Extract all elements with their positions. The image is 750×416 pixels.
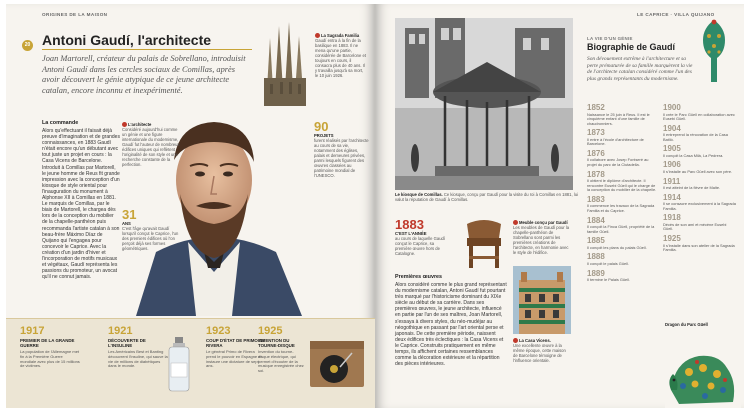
bio-year: 1905 (663, 144, 681, 154)
bio-text: Il se consacre exclusivement à la Sagrada Familia. (663, 201, 736, 211)
bio-text: Il entreprend la rénovation de la Casa Batlló. (663, 132, 728, 142)
bio-entry (663, 145, 737, 158)
page-title: Antoni Gaudí, l'architecte (42, 32, 212, 48)
timeline-text: Invention du tourne-disque électrique, qui permet d'écouter de la musique enregistrée chez soi. (258, 349, 304, 374)
bio-entry (587, 253, 657, 266)
bio-entry (587, 171, 657, 193)
timeline-title: PREMIER DE LA GRANDE GUERRE (20, 338, 75, 348)
sagrada-caption (315, 33, 367, 78)
projets-number: 90 (314, 119, 329, 134)
commande-text: Alors qu'effectuant il faisait déjà preuve d'imagination et de grandes connaissances, en 1883 Gaudí n'était encore qu'un débutant avec tout juste un projet en cours : la Casa Vicens de Barcelone. Introduit à Comillas par Martorell, le jeune homme de Reus fit grande impression avec la conception d'un kiosque de style oriental pour l'inauguration du monument à Alphonse XII à Comillas en 1881. Le marquis de Comillas, par le biais de Martorell, le chargea dès lors de la conception du mobilier de la chapelle-panthéon puis recommanda l'artiste catalan à son beau-frère Máximo Díaz de Quijano qui l'engagea pour concevoir le Caprice. Avec la création d'un jardin d'hiver et l'incorporation de motifs musicaux et végétaux, Gaudí représenta les passions du promoteur, un avocat qu'il ne connut jamais. (42, 128, 120, 281)
dragon-caption: Dragon du Parc Güell (665, 322, 708, 327)
sagrada-title: La Sagrada Familia (321, 33, 360, 38)
age-fact (122, 208, 182, 251)
timeline-year: 1925 (258, 325, 283, 337)
bio-year: 1888 (587, 252, 605, 262)
bio-text: Décès de son ami et mécène Eusebi Güell. (663, 221, 727, 232)
bio-intro: Son dévouement extrême à l'architecture et sa perte prématurée de sa famille marquèrent la vie de l'architecte catalan considéré comme l'un des plus grands représentants du modernisme. (587, 56, 693, 82)
bio-entry (587, 129, 657, 147)
timeline-item (258, 325, 304, 374)
bio-year: 1904 (663, 123, 681, 133)
bio-text: Il conçoit les plans du palais Güell. (587, 244, 647, 250)
architecte-title: L'architecte (128, 122, 152, 127)
commande-heading: La commande (42, 120, 79, 126)
timeline-title: COUP D'ÉTAT DE PRIMO DE RIVERA (206, 338, 266, 348)
bio-entry (663, 161, 737, 174)
gramophone-icon (308, 339, 366, 389)
bio-year: 1873 (587, 128, 605, 138)
vicens-title: La Casa Vicens. (519, 338, 551, 343)
bio-year: 1914 (663, 192, 681, 202)
bio-year: 1918 (663, 213, 681, 223)
kiosque-photo (395, 18, 573, 190)
bio-year: 1883 (587, 194, 605, 204)
vicens-caption (513, 338, 571, 363)
bio-text: Il conçoit la Casa Milà, La Pedrera. (663, 152, 724, 158)
park-guell-dragon-image (665, 320, 741, 408)
bio-title: Biographie de Gaudí (587, 42, 676, 52)
biography-header (587, 36, 687, 52)
bio-kicker: LA VIE D'UN GÉNIE (587, 36, 633, 41)
bio-year: 1876 (587, 148, 605, 158)
spire-image (695, 18, 733, 82)
bio-entry (587, 150, 657, 168)
oeuvres-heading: Premières œuvres (395, 274, 443, 280)
bio-text: Il termine le Palais Güell. (587, 277, 631, 282)
timeline-item (206, 325, 266, 369)
timeline-item (20, 325, 80, 369)
bio-text: Il collabore avec Josep Fontserè au projet du parc de la Ciutadella. (587, 157, 649, 168)
bio-text: Il conçoit le palais Güell. (587, 260, 629, 266)
bio-entry (663, 194, 737, 212)
bio-year: 1885 (587, 236, 605, 246)
kiosque-caption (395, 192, 585, 202)
year-1883-number: 1883 (395, 217, 424, 232)
bio-entry (587, 237, 657, 250)
section-premieres-oeuvres (395, 274, 507, 367)
bio-entry (663, 214, 737, 232)
meuble-caption (513, 220, 571, 255)
age-number: 31 (122, 207, 137, 222)
bio-text: Il commence les travaux de la Sagrada Familia et du Caprice. (587, 203, 655, 214)
bio-text: Il s'installe dans son atelier de la Sagrada Familia. (663, 242, 735, 253)
intro-paragraph: Joan Martorell, créateur du palais de Sobrellano, introduisit Antoni Gaudí dans les cercles sociaux de Comillas, après avoir découvert le génie atypique de ce jeune architecte catalan, encore inconnu et inexpérimenté. (42, 54, 246, 95)
bio-text: Il obtient le diplôme d'architecte. Il rencontre Eusebi Güell qui le charge de la conception du mobilier de la chapelle. (587, 178, 657, 193)
casa-vicens-photo (513, 266, 571, 334)
timeline-year: 1921 (108, 325, 133, 337)
section-commande (42, 120, 120, 280)
oeuvres-text: Alors considéré comme le plus grand représentant du modernisme catalan, Antoni Gaudí fut pourtant très marqué par l'historicisme dominant du XIXe siècle au début de sa carrière. Dans ses premières œuvres, le jeune architecte, influencé en partie par l'un de ses maîtres, Joan Martorell, s'essaya à divers styles, du néo-mudéjar au néogothique en passant par l'art oriental perse et japonais. De cette première période, naissent deux édifices très éclectiques : la Casa Vicens et le Caprice. Construits pratiquement en même temps, ils affichent certaines ressemblances comme la décoration extérieure et la répartition des pièces intérieures. (395, 282, 507, 368)
bio-year: 1906 (663, 160, 681, 170)
bio-year: 1884 (587, 215, 605, 225)
bio-text: Il conçoit la Finca Güell, propriété de la famille Güell. (587, 224, 655, 234)
sagrada-text: Gaudí entra à la fin de la basilique en 1883. Il ne mena qu'une partie, considérée de Barcelone et toujours en cours, il consacra plus de 40 ans. Il y travailla jusqu'à sa mort, le 10 juin 1926. (315, 38, 366, 79)
age-label: ANS (122, 221, 131, 226)
bio-year: 1900 (663, 103, 681, 112)
bio-year: 1889 (587, 268, 605, 278)
year-1883-fact (395, 218, 451, 256)
kiosque-caption-text: Ce kiosque, conçu par Gaudí pour la visite du roi à Comillas en 1881, lui valut la réputation de Gaudí à Comillas. (395, 192, 578, 202)
bio-year: 1911 (663, 176, 681, 186)
kiosque-caption-title: Le kiosque de Comillas. (395, 192, 443, 197)
left-page (6, 4, 375, 408)
right-page (375, 4, 744, 408)
timeline-text: Les Américains Best et Banting découvrent l'insuline, qui sauve la vie de millions de diabétiques dans le monde. (108, 349, 168, 369)
meuble-text: Les meubles de Gaudí pour la chapelle-panthéon de Sobrellano sont parmi les premières créations de l'architecte, en harmonie avec le style de l'édifice. (513, 225, 570, 256)
timeline-text: Le général Primo de Rivera prend le pouvoir en Espagne et instaure une dictature de sept ans. (206, 349, 262, 369)
gaudi-furniture-image (459, 214, 509, 270)
projets-fact (314, 120, 370, 178)
timeline-title: DÉCOUVERTE DE L'INSULINE (108, 338, 146, 348)
bio-text: Il entre à l'école d'architecture de Barcelone. (587, 136, 644, 147)
age-text: C'est l'âge qu'avait Gaudí lorsqu'il conçut le Caprice, l'un des premiers édifices où l'on perçoit déjà ses formes géométriques. (122, 226, 179, 251)
year-1883-text: au cours de laquelle Gaudí conçut le Caprice, sa première œuvre hors de Catalogne. (395, 236, 446, 256)
timeline-item (108, 325, 168, 369)
timeline-text: La population de l'Allemagne met fin à la Première Guerre mondiale avec plus de 15 millions de victimes. (20, 349, 80, 369)
bio-entry (587, 270, 657, 283)
bio-entry (587, 104, 657, 126)
vicens-text: Une excellente œuvre à la même époque, cette maison de Barcelone témoigne de l'influence orientale. (513, 343, 566, 364)
meuble-title: Meuble conçu par Gaudí (519, 220, 568, 225)
bio-year: 1852 (587, 103, 605, 112)
bio-year: 1925 (663, 234, 681, 244)
bio-entry (663, 235, 737, 253)
biography-column-right (663, 104, 737, 256)
timeline-title: INVENTION DU TOURNE-DISQUE (258, 338, 295, 348)
page-number-left: 20 (22, 40, 33, 51)
year-1883-label: C'EST L'ANNÉE (395, 231, 427, 236)
timeline-year: 1917 (20, 325, 45, 337)
architecte-text: Considéré aujourd'hui comme un génie et une figure internationale du modernisme, Gaudí fut l'auteur de nombreux édifices uniques qui reflètent l'originalité de son style et une recherche constante de la perfection. (122, 127, 180, 168)
bio-text: Il crée le Parc Güell en collaboration avec Eusebi Güell. (663, 111, 735, 122)
projets-label: PROJETS (314, 133, 334, 138)
historical-timeline (6, 318, 375, 408)
insulin-bottle-icon (166, 337, 192, 393)
book-spread (6, 4, 744, 408)
bio-entry (587, 196, 657, 214)
bio-text: Il est atteint de la fièvre de Malte. (663, 185, 721, 191)
bio-text: Il s'installe au Parc Güell avec son père. (663, 168, 733, 174)
architecte-caption (122, 122, 182, 167)
bio-entry (663, 178, 737, 191)
running-head-left: ORIGINES DE LA MAISON (42, 12, 108, 17)
bio-entry (587, 217, 657, 235)
bio-entry (663, 104, 737, 122)
bio-text: Naissance le 25 juin à Reus. Il est le cinquième enfant d'une famille de chaudronniers. (587, 111, 650, 126)
running-head-right: LE CAPRICE · VILLA QUIJANO (637, 12, 715, 17)
timeline-year: 1923 (206, 325, 231, 337)
sagrada-familia-image (260, 18, 310, 106)
bio-year: 1878 (587, 169, 605, 179)
title-rule (42, 49, 252, 50)
projets-text: furent réalisés par l'architecte au cours de sa vie, notamment des églises, palais et demeures privées, parmi lesquels figurent des œuvres classées au patrimoine mondial de l'UNESCO. (314, 138, 369, 178)
bio-entry (663, 125, 737, 143)
biography-column-left (587, 104, 657, 286)
